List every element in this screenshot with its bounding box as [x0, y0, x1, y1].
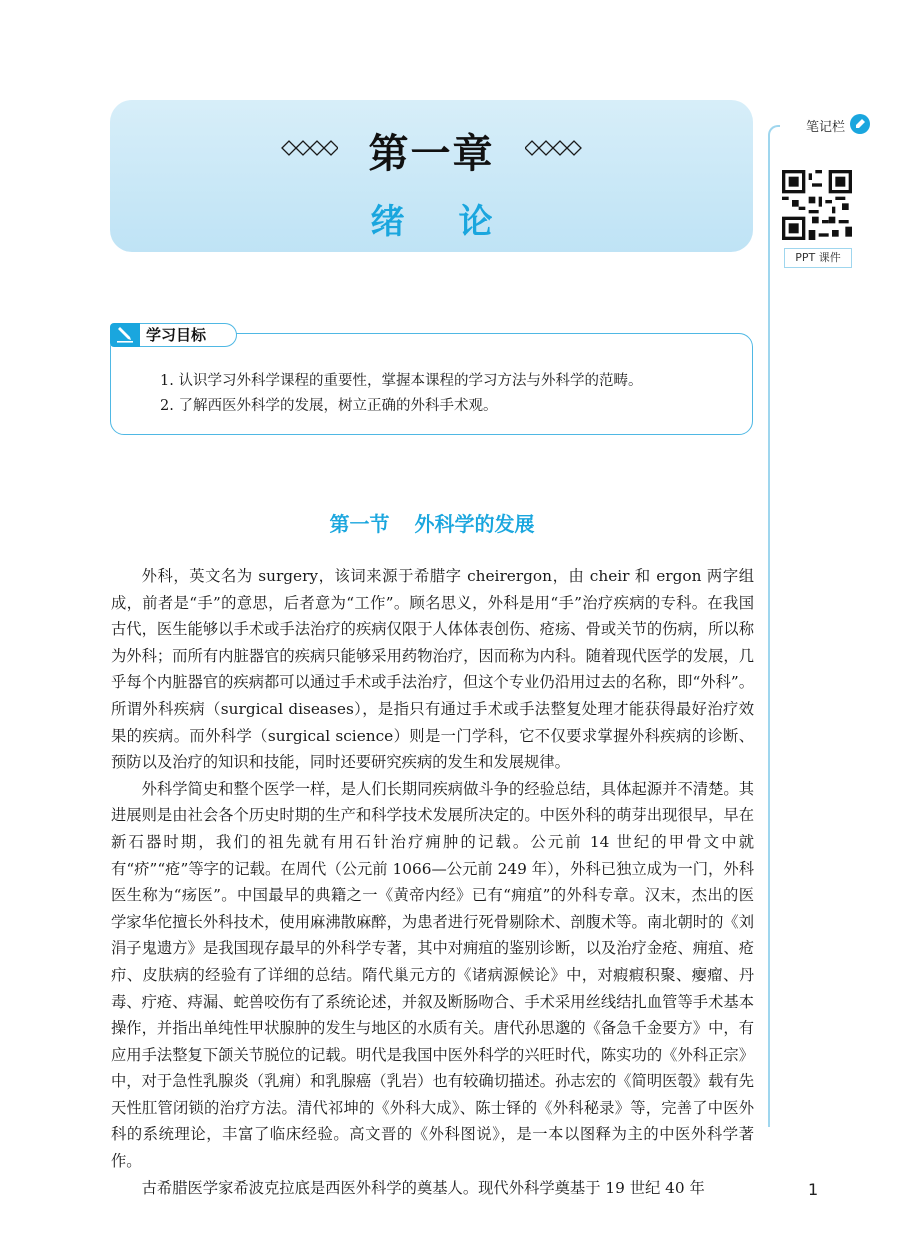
notes-column-border: [768, 125, 780, 1127]
paragraph: 外科，英文名为 surgery，该词来源于希腊字 cheirergon，由 cheir 和 ergon 两字组成，前者是“手”的意思，后者意为“工作”。顾名思义，外科是用“手”治疗疾病的专科。在我国古代，医生能够以手术或手法治疗的疾病仅限于人体体表创伤、疮疡、骨或关节的伤病，所以称为外科；而所有内脏器官的疾病只能够采用药物治疗，因而称为内科。随着现代医学的发展，几乎每个内脏器官的疾病都可以通过手术或手法治疗，但这个专业仍沿用过去的名称，即“外科”。所谓外科疾病（surgical diseases），是指只有通过手术或手法整复处理才能获得最好治疗效果的疾病。而外科学（surgical science）则是一门学科，它不仅要求掌握外科疾病的诊断、预防以及治疗的知识和技能，同时还要研究疾病的发生和发展规律。: [111, 567, 754, 772]
chapter-header: [110, 100, 753, 252]
chapter-title: 第一章: [368, 130, 495, 177]
notes-pencil-icon: [850, 114, 870, 134]
objectives-list: [160, 369, 642, 419]
chapter-subtitle: 绪论: [370, 202, 547, 242]
paragraph: 古希腊医学家希波克拉底是西医外科学的奠基人。现代外科学奠基于 19 世纪 40 年: [141, 1178, 705, 1197]
objective-item: 1. 认识学习外科学课程的重要性，掌握本课程的学习方法与外科学的范畴。: [160, 373, 643, 389]
body-text: [111, 563, 754, 1201]
paragraph: 外科学简史和整个医学一样，是人们长期同疾病做斗争的经验总结，具体起源并不清楚。其进展则是由社会各个历史时期的生产和科学技术发展所决定的。中医外科的萌芽出现很早，早在新石器时期，我们的祖先就有用石针治疗痈肿的记载。公元前 14 世纪的甲骨文中就有“疥”“疮”等字的记载。在周代（公元前 1066—公元前 249 年），外科已独立成为一门，外科医生称为“疡医”。中国最早的典籍之一《黄帝内经》已有“痈疽”的外科专章。汉末，杰出的医学家华佗擅长外科技术，使用麻沸散麻醉，为患者进行死骨剔除术、剖腹术等。南北朝时的《刘涓子鬼遗方》是我国现存最早的外科学专著，其中对痈疽的鉴别诊断，以及治疗金疮、痈疽、疮疖、皮肤病的经验有了详细的总结。隋代巢元方的《诸病源候论》中，对瘕瘕积聚、瘿瘤、丹毒、疔疮、痔漏、蛇兽咬伤有了系统论述，并叙及断肠吻合、手术采用丝线结扎血管等手术基本操作，并指出单纯性甲状腺肿的发生与地区的水质有关。唐代孙思邈的《备急千金要方》中，有应用手法整复下颌关节脱位的记载。明代是我国中医外科学的兴旺时代，陈实功的《外科正宗》中，对于急性乳腺炎（乳痈）和乳腺癌（乳岩）也有较确切描述。孙志宏的《简明医彀》载有先天性肛管闭锁的治疗方法。清代祁坤的《外科大成》、陈士铎的《外科秘录》等，完善了中医外科的系统理论，丰富了临床经验。高文晋的《外科图说》，是一本以图释为主的中医外科学著作。: [111, 779, 754, 1171]
objective-item: 2. 了解西医外科学的发展，树立正确的外科手术观。: [160, 398, 498, 414]
qr-code-icon[interactable]: [782, 170, 852, 240]
section-title: 第一节 外科学的发展: [329, 512, 535, 536]
ppt-courseware-label[interactable]: PPT 课件: [784, 248, 852, 268]
notes-label: 笔记栏: [804, 116, 847, 135]
learning-objectives-tab: [110, 323, 237, 347]
pen-icon: [110, 323, 140, 347]
page-number: 1: [808, 1180, 819, 1199]
diamond-ornament-icon: [525, 136, 583, 160]
learning-objectives-label: 学习目标: [140, 323, 237, 347]
